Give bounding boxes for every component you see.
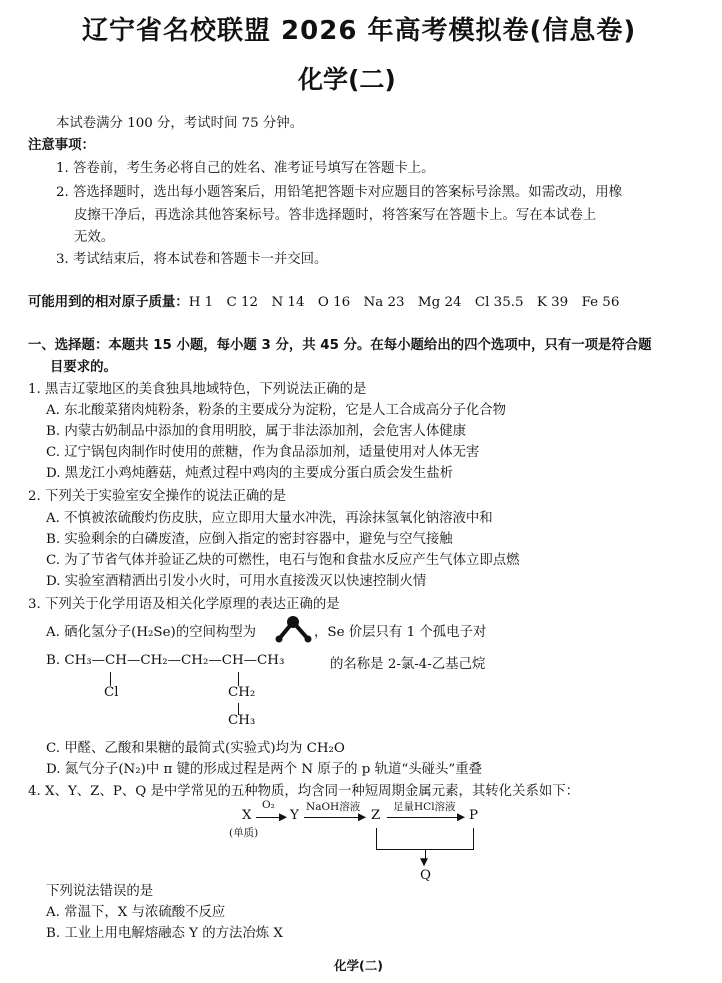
bond-to-cl: [110, 672, 111, 686]
atomic-masses-values: H 1 C 12 N 14 O 16 Na 23 Mg 24 Cl 35.5 K 39 Fe 56: [188, 295, 620, 310]
notice-item-2-cont2: 无效。: [74, 230, 115, 245]
q2-option-d: D. 实验室酒精洒出引发小火时，可用水直接泼灭以快速控制火情: [46, 574, 427, 589]
q4-option-b: B. 工业上用电解熔融态 Y 的方法冶炼 X: [46, 926, 283, 941]
q1-option-d: D. 黑龙江小鸡炖蘑菇，炖煮过程中鸡肉的主要成分蛋白质会发生盐析: [46, 466, 454, 481]
notice-item-2: 2. 答选择题时，选出每小题答案后，用铅笔把答题卡对应题目的答案标号涂黑。如需改动，用橡: [56, 185, 623, 200]
exam-subtitle: 化学(二): [298, 65, 396, 94]
q3-option-c: C. 甲醛、乙酸和果糖的最简式(实验式)均为 CH₂O: [46, 741, 345, 756]
arrow-z-p: [387, 817, 463, 818]
atomic-masses-label: 可能用到的相对原子质量：: [28, 295, 189, 310]
q4-stem: 4. X、Y、Z、P、Q 是中学常见的五种物质，均含同一种短周期金属元素，其转化关系如下：: [28, 784, 580, 799]
arrowhead-y-z-icon: ▶: [358, 811, 367, 823]
arrow-y-z: [304, 817, 364, 818]
diagram-hcl: 足量HCl溶液: [393, 801, 456, 813]
q3-option-d: D. 氮气分子(N₂)中 π 键的形成过程是两个 N 原子的 p 轨道“头碰头”重叠: [46, 762, 482, 777]
notice-item-1: 1. 答卷前，考生务必将自己的姓名、准考证号填写在答题卡上。: [56, 161, 435, 176]
bent-molecule-icon: [272, 614, 314, 644]
exam-title: 辽宁省名校联盟 2026 年高考模拟卷(信息卷): [82, 16, 637, 46]
arrowhead-z-p-icon: ▶: [457, 811, 466, 823]
q2-option-a: A. 不慎被浓硫酸灼伤皮肤，应立即用大量水冲洗，再涂抹氢氧化钠溶液中和: [46, 511, 493, 526]
q4-prompt: 下列说法错误的是: [46, 884, 154, 899]
q4-option-a: A. 常温下，X 与浓硫酸不反应: [46, 905, 226, 920]
q3-option-b-chain: B. CH₃—CH—CH₂—CH₂—CH—CH₃: [46, 653, 285, 668]
page-footer: 化学(二): [334, 958, 383, 973]
q3-stem: 3. 下列关于化学用语及相关化学原理的表达正确的是: [28, 597, 340, 612]
notice-item-2-cont: 皮擦干净后，再选涂其他答案标号。答非选择题时，将答案写在答题卡上。写在本试卷上: [74, 208, 597, 223]
q2-stem: 2. 下列关于实验室安全操作的说法正确的是: [28, 489, 287, 504]
q1-option-b: B. 内蒙古奶制品中添加的食用明胶，属于非法添加剂，会危害人体健康: [46, 424, 467, 439]
intro-text: 本试卷满分 100 分，考试时间 75 分钟。: [56, 116, 304, 131]
diagram-q: Q: [420, 868, 431, 883]
q2-option-b: B. 实验剩余的白磷废渣，应倒入指定的密封容器中，避免与空气接触: [46, 532, 453, 547]
q1-option-c: C. 辽宁锅包肉制作时使用的蔗糖，作为食品添加剂，适量使用对人体无害: [46, 445, 480, 460]
notice-item-3: 3. 考试结束后，将本试卷和答题卡一并交回。: [56, 252, 328, 267]
q1-option-a: A. 东北酸菜猪肉炖粉条，粉条的主要成分为淀粉，它是人工合成高分子化合物: [46, 403, 507, 418]
q3-option-a-before: A. 硒化氢分子(H₂Se)的空间构型为: [46, 625, 257, 640]
q2-option-c: C. 为了节省气体并验证乙炔的可燃性，电石与饱和食盐水反应产生气体立即点燃: [46, 553, 520, 568]
diagram-o2: O₂: [262, 799, 275, 811]
diagram-y: Y: [290, 808, 299, 823]
diagram-x: X: [242, 808, 252, 823]
q1-stem: 1. 黑吉辽蒙地区的美食独具地域特色，下列说法正确的是: [28, 382, 367, 397]
diagram-p: P: [469, 808, 479, 823]
diagram-naoh: NaOH溶液: [306, 801, 361, 813]
arrowhead-x-y-icon: ▶: [279, 811, 288, 823]
diagram-x-note: (单质): [229, 827, 259, 839]
atomic-masses: [28, 291, 619, 310]
arrowhead-q-icon: ▼: [420, 856, 429, 868]
q3-option-a-after: ，Se 价层只有 1 个孤电子对: [314, 625, 487, 640]
bracket-right: [473, 828, 474, 850]
q3-b-ch3: CH₃: [228, 713, 256, 728]
bracket-left: [376, 828, 377, 850]
bond-to-ethyl: [238, 672, 239, 686]
section1-heading: 一、选择题：本题共 15 小题，每小题 3 分，共 45 分。在每小题给出的四个选项中，只有一项是符合题: [28, 338, 652, 353]
diagram-z: Z: [371, 808, 381, 823]
q3-b-cl: Cl: [104, 685, 119, 700]
q3-b-ch2: CH₂: [228, 685, 256, 700]
q3-option-b-name: 的名称是 2-氯-4-乙基己烷: [330, 657, 486, 672]
section1-heading-cont: 目要求的。: [50, 360, 117, 375]
notice-heading: 注意事项：: [28, 138, 95, 153]
